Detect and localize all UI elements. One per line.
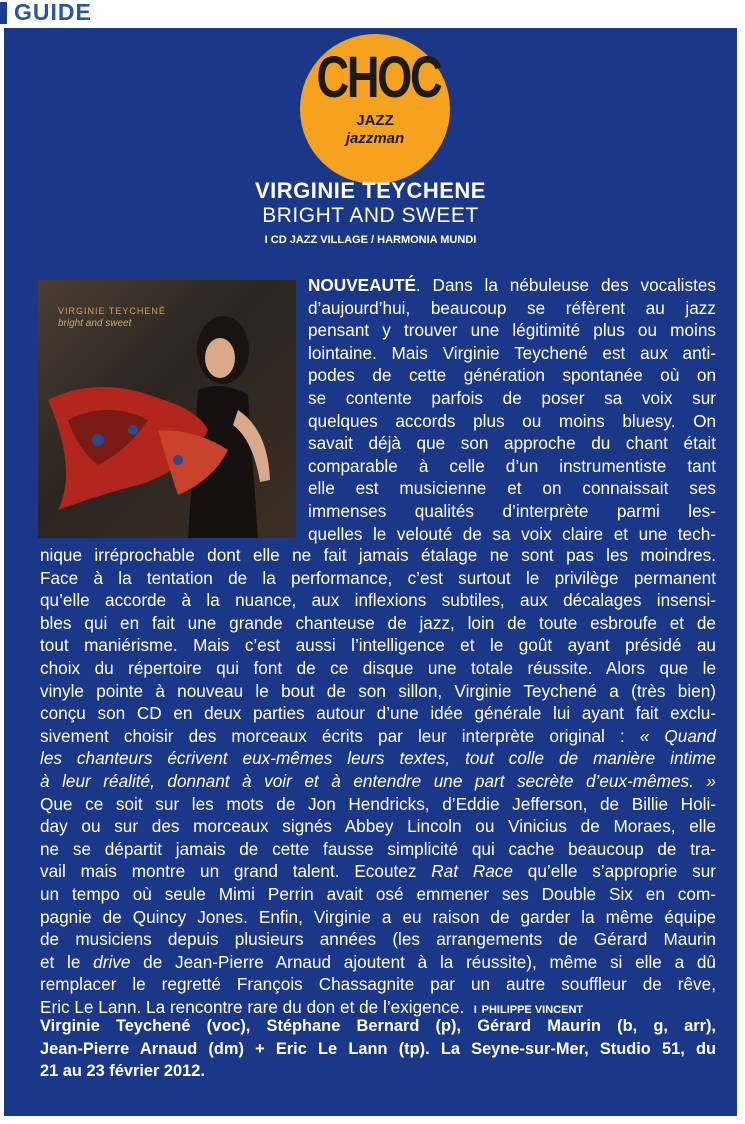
- review-line: tout maniérisme. Mais c’est aussi l’intelligence et le goût ayant présidé au: [40, 635, 716, 656]
- review-line: lointaine. Mais Virginie Teychené est aux anti-: [308, 342, 716, 363]
- section-header: [0, 0, 745, 28]
- review-line: et le drive de Jean-Pierre Arnaud ajoutent à la réussite), même si elle a dû: [40, 951, 716, 972]
- jazzman-logo: jazzman: [345, 130, 405, 147]
- review-line: Que ce soit sur les mots de Jon Hendricks, d’Eddie Jefferson, de Billie Holi-: [40, 793, 716, 814]
- review-line: comparable à celle d’un instrumentiste tant: [308, 455, 716, 476]
- credits-line: Jean-Pierre Arnaud (dm) + Eric Le Lann (tp). La Seyne-sur-Mer, Studio 51, du: [40, 1039, 716, 1058]
- review-line: conçu son CD en deux parties autour d’une idée générale lui ayant fait exclu-: [40, 703, 716, 724]
- review-line: elle est musicienne et on connaissait ses: [308, 478, 716, 499]
- choc-label: CHOC: [316, 45, 441, 110]
- review-line: immenses qualités d’interprète parmi les-: [308, 500, 716, 521]
- section-marker: [0, 2, 7, 24]
- review-line: d’aujourd’hui, beaucoup se réfèrent au jazz: [308, 297, 716, 318]
- credits-line: Virginie Teychené (voc), Stéphane Bernard (p), Gérard Maurin (b, g, arr),: [40, 1017, 716, 1035]
- choc-badge: [300, 34, 450, 184]
- lead-word: NOUVEAUTÉ: [308, 275, 416, 295]
- cover-album-text: bright and sweet: [58, 318, 132, 329]
- review-line: bles qui en fait une grande chanteuse de jazz, loin de toute esbroufe et de: [40, 612, 716, 633]
- review-quote-line: les chanteurs écrivent eux-mêmes leurs textes, tout colle de manière intime: [40, 748, 716, 769]
- review-body: [40, 544, 716, 1021]
- cover-artist-text: VIRGINIE TEYCHENÉ: [58, 306, 166, 316]
- review-line: nique irréprochable dont elle ne fait jamais étalage ne sont pas les moindres.: [40, 545, 716, 565]
- review-author: PHILIPPE VINCENT: [481, 1003, 584, 1016]
- jazz-logo: JAZZ: [356, 112, 394, 129]
- review-line: quelles le velouté de sa voix claire et une tech-: [308, 523, 716, 544]
- review-line: se contente parfois de poser sa voix sur: [308, 387, 716, 408]
- review-line: savait déjà que son approche du chant était: [308, 433, 716, 454]
- album-title: BRIGHT AND SWEET: [262, 204, 479, 227]
- review-line: pagnie de Quincy Jones. Enfin, Virginie a eu raison de garder la même équipe: [40, 906, 716, 927]
- review-line: day ou sur des morceaux signés Abbey Lincoln ou Vinicius de Moraes, elle: [40, 816, 716, 837]
- review-line: podes de cette génération spontanée où on: [308, 365, 716, 386]
- album-cover: [38, 280, 296, 538]
- review-line: qu’elle accorde à la nuance, aux inflexions subtiles, aux décalages insensi-: [40, 590, 716, 611]
- review-last-line: Eric Le Lann. La rencontre rare du don et de l’exigence. I PHILIPPE VINCENT: [40, 996, 584, 1017]
- review-line: choix du répertoire qui font de ce disque une totale réussite. Alors que le: [40, 657, 716, 678]
- review-line: un tempo où seule Mimi Perrin avait osé emmener ses Double Six en com-: [40, 883, 716, 904]
- review-line: Face à la tentation de la performance, c’est surtout le privilège permanent: [40, 567, 716, 588]
- review-line: pensant y trouver une légitimité plus ou moins: [308, 320, 716, 341]
- review-line: vail mais montre un grand talent. Ecoutez Rat Race qu’elle s’approprie sur: [40, 861, 716, 882]
- review-line: ne se départit jamais de cette fausse simplicité qui cache beaucoup de tra-: [40, 838, 716, 859]
- author-marker: I: [473, 1003, 477, 1016]
- section-label: GUIDE: [14, 0, 92, 25]
- album-label: I CD JAZZ VILLAGE / HARMONIA MUNDI: [264, 234, 477, 246]
- credits-line: 21 au 23 février 2012.: [40, 1062, 205, 1081]
- review-line: NOUVEAUTÉ. Dans la nébuleuse des vocalistes: [308, 275, 716, 295]
- review-line: sivement choisir des morceaux écrits par leur interprète original : « Quand: [40, 725, 716, 746]
- review-line: vinyle pointe à nouveau le bout de son sillon, Virginie Teychené a (très bien): [40, 680, 716, 701]
- review-line: de musiciens depuis plusieurs années (les arrangements de Gérard Maurin: [40, 929, 716, 950]
- album-credits: [40, 1015, 716, 1083]
- review-line: quelques accords plus ou moins bluesy. On: [308, 410, 716, 431]
- review-panel: [4, 28, 737, 1116]
- review-line: remplacer le regretté François Chassagnite par un autre souffleur de rêve,: [40, 974, 716, 995]
- album-artist: VIRGINIE TEYCHENE: [255, 178, 486, 203]
- review-quote-line: à leur réalité, donnant à voir et à entendre une part secrète d’eux-mêmes. »: [40, 770, 716, 791]
- review-lead: [308, 274, 716, 545]
